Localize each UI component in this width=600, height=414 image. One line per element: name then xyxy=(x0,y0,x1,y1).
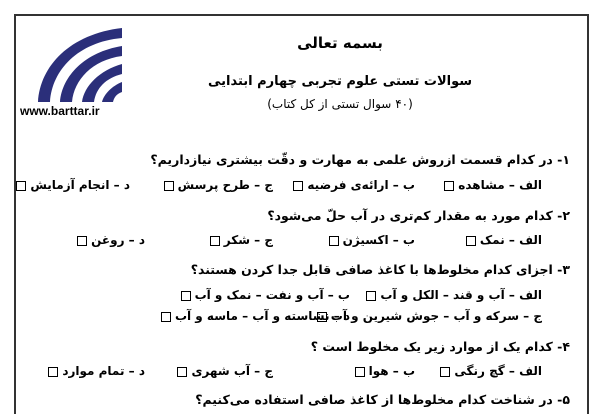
checkbox[interactable] xyxy=(164,181,174,191)
checkbox[interactable] xyxy=(161,312,171,322)
q4-option-a[interactable]: الف – گچ رنگی xyxy=(440,364,542,378)
checkbox[interactable] xyxy=(210,236,220,246)
q1-option-d[interactable]: د – انجام آزمایش xyxy=(16,178,130,192)
checkbox[interactable] xyxy=(440,367,450,377)
checkbox[interactable] xyxy=(48,367,58,377)
q3-option-c[interactable]: ج – سرکه و آب – جوش شیرین و آب xyxy=(317,309,542,323)
checkbox[interactable] xyxy=(177,367,187,377)
q3-option-d[interactable]: د – نشاسته و آب – ماسه و آب xyxy=(161,309,350,323)
q3-option-b[interactable]: ب – آب و نفت – نمک و آب xyxy=(181,288,350,302)
bismillah: بسمه تعالی xyxy=(297,34,383,52)
checkbox[interactable] xyxy=(329,236,339,246)
q2-option-b[interactable]: ب – اکسیژن xyxy=(329,233,415,247)
checkbox[interactable] xyxy=(466,236,476,246)
q2-option-d[interactable]: د – روغن xyxy=(77,233,145,247)
page-title: سوالات تستی علوم تجربی چهارم ابتدایی xyxy=(207,74,473,89)
q1-option-b[interactable]: ب – ارائه‌ی فرضیه xyxy=(293,178,415,192)
q3-option-a[interactable]: الف – آب و قند – الکل و آب xyxy=(366,288,542,302)
checkbox[interactable] xyxy=(16,181,26,191)
checkbox[interactable] xyxy=(366,291,376,301)
q2-option-a[interactable]: الف – نمک xyxy=(466,233,542,247)
question-1: ۱- در کدام قسمت ازروش علمی به مهارت و دقّت بیشتری نیازداریم؟ xyxy=(150,152,570,167)
site-url: www.barttar.ir xyxy=(20,104,100,118)
barttar-logo xyxy=(30,26,125,102)
checkbox[interactable] xyxy=(355,367,365,377)
question-5: ۵- در شناخت کدام مخلوط‌ها از کاغذ صافی استفاده می‌کنیم؟ xyxy=(195,392,570,407)
q4-option-d[interactable]: د – تمام موارد xyxy=(48,364,145,378)
q4-option-b[interactable]: ب – هوا xyxy=(355,364,415,378)
page-subtitle: (۴۰ سوال تستی از کل کتاب) xyxy=(267,97,413,111)
q1-option-a[interactable]: الف – مشاهده xyxy=(444,178,542,192)
checkbox[interactable] xyxy=(444,181,454,191)
q1-option-c[interactable]: ج – طرح پرسش xyxy=(164,178,273,192)
question-3: ۳- اجزای کدام مخلوط‌ها با کاغذ صافی قابل جدا کردن هستند؟ xyxy=(190,262,570,277)
checkbox[interactable] xyxy=(181,291,191,301)
question-2: ۲- کدام مورد به مقدار کم‌تری در آب حلّ می‌شود؟ xyxy=(267,208,570,223)
question-4: ۴- کدام یک از موارد زیر یک مخلوط است ؟ xyxy=(310,339,570,354)
checkbox[interactable] xyxy=(293,181,303,191)
q4-option-c[interactable]: ج – آب شهری xyxy=(177,364,273,378)
q2-option-c[interactable]: ج – شکر xyxy=(210,233,273,247)
checkbox[interactable] xyxy=(77,236,87,246)
